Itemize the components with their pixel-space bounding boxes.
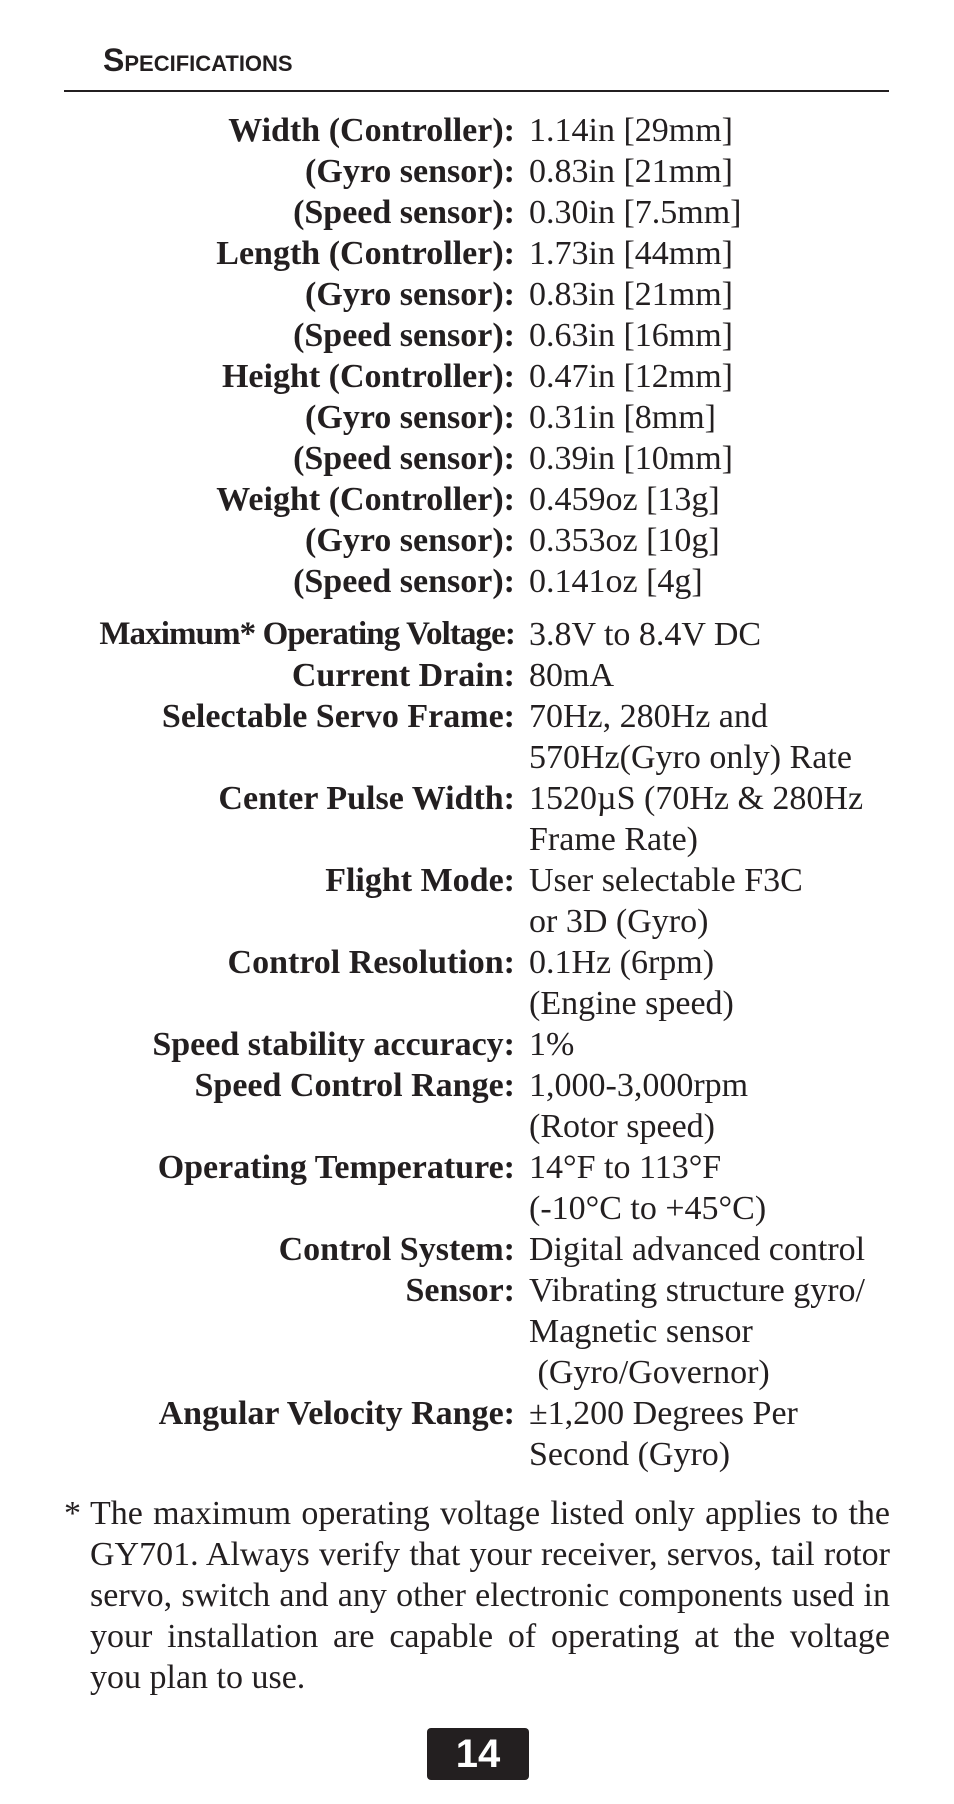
spec-value-line: 1,000-3,000rpm [529, 1067, 749, 1104]
spec-value-line: 0.83in [21mm] [529, 153, 733, 190]
spec-value [515, 1065, 748, 1147]
spec-row [0, 1065, 954, 1147]
spec-value-line: ±1,200 Degrees Per [529, 1395, 798, 1432]
spec-value-line: (Engine speed) [529, 985, 734, 1022]
spec-value [515, 356, 733, 397]
spec-value-line: Second (Gyro) [529, 1436, 731, 1473]
spec-value-line: 70Hz, 280Hz and [529, 698, 768, 735]
spec-row [0, 438, 954, 479]
spec-label: Angular Velocity Range: [158, 1395, 515, 1432]
spec-value [515, 655, 614, 696]
spec-value-line: 0.459oz [13g] [529, 481, 720, 518]
spec-label: (Gyro sensor): [305, 276, 515, 313]
spec-value [515, 942, 734, 1024]
spec-row [0, 1147, 954, 1229]
spec-row [0, 1393, 954, 1475]
spec-value-line: (Gyro/Governor) [529, 1354, 770, 1391]
spec-value [515, 1147, 766, 1229]
spec-label: (Speed sensor): [293, 317, 515, 354]
spec-row [0, 274, 954, 315]
page-number-badge: 14 [427, 1728, 529, 1780]
spec-value [515, 614, 761, 655]
spec-label: Control Resolution: [227, 944, 515, 981]
spec-value [515, 561, 703, 602]
spec-label: Control System: [278, 1231, 515, 1268]
spec-label: Width (Controller): [228, 112, 515, 149]
spec-value-line: User selectable F3C [529, 862, 803, 899]
spec-value-line: 0.1Hz (6rpm) [529, 944, 715, 981]
spec-value-line: 0.141oz [4g] [529, 563, 703, 600]
spec-row [0, 151, 954, 192]
spec-label: Flight Mode: [325, 862, 515, 899]
spec-row [0, 860, 954, 942]
spec-value-line: 0.31in [8mm] [529, 399, 716, 436]
spec-value [515, 233, 733, 274]
spec-label: (Speed sensor): [293, 563, 515, 600]
spec-value [515, 778, 863, 860]
spec-value [515, 274, 733, 315]
spec-row [0, 315, 954, 356]
spec-value-line: 1.73in [44mm] [529, 235, 733, 272]
spec-value [515, 696, 852, 778]
spec-value [515, 315, 733, 356]
spec-value-line: 3.8V to 8.4V DC [529, 616, 762, 653]
spec-value [515, 192, 741, 233]
spec-value-line: 0.63in [16mm] [529, 317, 733, 354]
spec-label: Weight (Controller): [216, 481, 515, 518]
spec-row [0, 356, 954, 397]
spec-label: (Speed sensor): [293, 440, 515, 477]
spec-row [0, 397, 954, 438]
footnote-mark: * [64, 1495, 81, 1532]
spec-row [0, 696, 954, 778]
spec-row [0, 1270, 954, 1393]
spec-value-line: 0.47in [12mm] [529, 358, 733, 395]
spec-value-line: 0.353oz [10g] [529, 522, 720, 559]
spec-value-line: 14°F to 113°F [529, 1149, 722, 1186]
spec-label: Speed Control Range: [194, 1067, 515, 1104]
spec-value-line: Frame Rate) [529, 821, 698, 858]
spec-label: Current Drain: [291, 657, 515, 694]
spec-row [0, 1229, 954, 1270]
spec-value-line: Vibrating structure gyro/ [529, 1272, 865, 1309]
spec-row [0, 110, 954, 151]
spec-row [0, 561, 954, 602]
spec-value-line: 80mA [529, 657, 614, 694]
spec-label: Operating Temperature: [157, 1149, 515, 1186]
spec-value [515, 1024, 574, 1065]
spec-label: Speed stability accuracy: [152, 1026, 515, 1063]
spec-value-line: Digital advanced control [529, 1231, 866, 1268]
spec-label: Length (Controller): [216, 235, 515, 272]
spec-row [0, 1024, 954, 1065]
spec-value-line: 0.30in [7.5mm] [529, 194, 742, 231]
spec-label: Sensor: [405, 1272, 515, 1309]
spec-value [515, 1270, 865, 1393]
spec-value-line: 570Hz(Gyro only) Rate [529, 739, 852, 776]
spec-value [515, 397, 716, 438]
spec-row [0, 655, 954, 696]
spec-label: Height (Controller): [221, 358, 515, 395]
spec-row [0, 192, 954, 233]
spec-row [0, 614, 954, 655]
spec-value [515, 1393, 798, 1475]
spec-value [515, 110, 733, 151]
spec-label: Selectable Servo Frame: [161, 698, 515, 735]
spec-row [0, 942, 954, 1024]
section-heading: Specifications [103, 42, 293, 78]
spec-value-line: 1520µS (70Hz & 280Hz [529, 780, 864, 817]
spec-value [515, 520, 720, 561]
spec-label: Center Pulse Width: [218, 780, 515, 817]
spec-label: (Speed sensor): [293, 194, 515, 231]
specifications-list [0, 110, 954, 1475]
spec-row [0, 233, 954, 274]
spec-value-line: or 3D (Gyro) [529, 903, 709, 940]
spec-label: (Gyro sensor): [305, 399, 515, 436]
spec-value-line: (Rotor speed) [529, 1108, 716, 1145]
spec-row [0, 778, 954, 860]
spec-value [515, 438, 733, 479]
spec-label: Maximum* Operating Voltage: [99, 616, 515, 652]
spec-value [515, 860, 803, 942]
heading-divider [64, 90, 889, 92]
footnote [64, 1493, 890, 1698]
spec-label: (Gyro sensor): [305, 522, 515, 559]
spec-value-line: (-10°C to +45°C) [529, 1190, 767, 1227]
spec-value-line: 0.83in [21mm] [529, 276, 733, 313]
spec-row [0, 479, 954, 520]
footnote-text: The maximum operating voltage listed only applies to the GY701. Always verify that your receiver, servos, tail rotor servo, switch and any other electronic components used in your installation are capable of operating at the voltage you plan to use. [90, 1495, 890, 1696]
spec-value [515, 151, 733, 192]
spec-label: (Gyro sensor): [305, 153, 515, 190]
spec-value [515, 479, 720, 520]
spec-row [0, 520, 954, 561]
spec-value-line: 1.14in [29mm] [529, 112, 733, 149]
spec-value-line: 0.39in [10mm] [529, 440, 733, 477]
spec-value [515, 1229, 865, 1270]
spec-value-line: Magnetic sensor [529, 1313, 753, 1350]
spec-value-line: 1% [529, 1026, 575, 1063]
